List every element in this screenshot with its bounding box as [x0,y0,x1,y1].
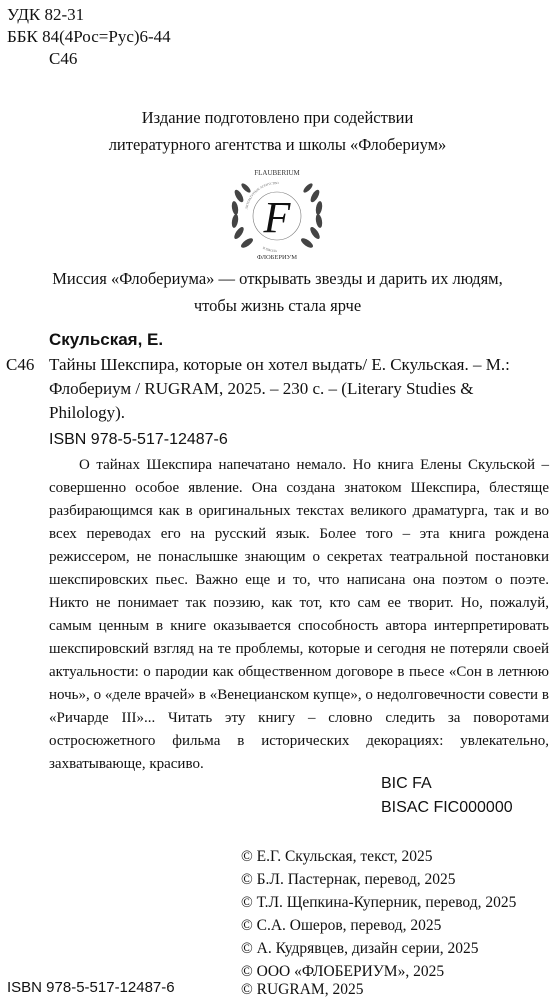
udk-line: УДК 82-31 [7,5,85,24]
mission-line-1: Миссия «Флобериума» — открывать звезды и дарить их людям, [52,269,503,288]
copyright-line: © ООО «ФЛОБЕРИУМ», 2025 [241,963,445,980]
logo-text-top: FLAUBERIUM [254,169,300,177]
publisher-note-line-1: Издание подготовлено при содействии [141,108,414,127]
copyright-line: © Б.Л. Пастернак, перевод, 2025 [241,871,456,888]
bib-author: Скульская, Е. [49,330,164,349]
copyright-line: © С.А. Ошеров, перевод, 2025 [241,917,442,934]
author-code-top: С46 [49,49,78,68]
publisher-note-line-2: литературного агентства и школы «Флобериум» [108,135,447,154]
annotation-text: О тайнах Шекспира напечатано немало. Но книга Елены Скульской – совершенно особое явление. Она создана знатоком Шекспира, блестяще разбирающимся как в оригинальных текстах великого драматурга, так и во всех переводах его на русский язык. Более того – эта книга рождена режиссером, не понаслышке знающим о секретах театральной постановки шекспировских пьес. Важно еще и то, что написана она поэтом о поэте. Никто не понимает так поэзию, как тот, кто сам ее творит. Но, пожалуй, самым ценным в книге оказывается способность автора интерпретировать шекспировский взгляд на те проблемы, которые и сегодня не потеряли своей актуальности: о пародии как общественном договоре в пьесе «Сон в летнюю ночь», о «деле врачей» в «Венецианском купце», о недолговечности совести в «Ричарде III»... Читать эту книгу – словно следить за поворотами остросюжетного фильма в исторических декорациях: увлекательно, захватывающе, красиво. [49,457,549,772]
flauberium-logo [227,166,327,262]
author-code: С46 [6,355,35,374]
bib-line-1: Тайны Шекспира, которые он хотел выдать/ Е. Скульская. – М.: [49,355,510,374]
copyright-line: © Т.Л. Щепкина-Куперник, перевод, 2025 [241,894,517,911]
isbn-line: ISBN 978-5-517-12487-6 [49,431,228,448]
logo-letter: F [263,193,291,242]
bib-line-2: Флобериум / RUGRAM, 2025. – 230 с. – (Literary Studies & [49,379,474,398]
logo-text-bottom: ФЛОБЕРИУМ [256,254,298,261]
laurel-right-icon [300,182,324,249]
bisac-code: BISAC FIC000000 [381,799,513,816]
annotation-paragraph [49,454,549,776]
bbk-line: ББК 84(4Рос=Рус)6-44 [7,27,171,46]
copyright-line: © Е.Г. Скульская, текст, 2025 [241,848,433,865]
logo-small-left: ЛИТЕРАТУРНОЕ АГЕНТСТВО [244,180,279,210]
logo-small-right: И ШКОЛА [262,245,278,254]
mission-line-2: чтобы жизнь стала ярче [193,296,362,315]
copyright-line: © RUGRAM, 2025 [241,981,364,998]
copyright-line: © А. Кудрявцев, дизайн серии, 2025 [241,940,479,957]
laurel-left-icon [231,182,255,249]
isbn-bottom: ISBN 978-5-517-12487-6 [7,979,175,996]
bic-code: BIC FA [381,775,432,792]
bib-line-3: Philology). [49,403,126,422]
